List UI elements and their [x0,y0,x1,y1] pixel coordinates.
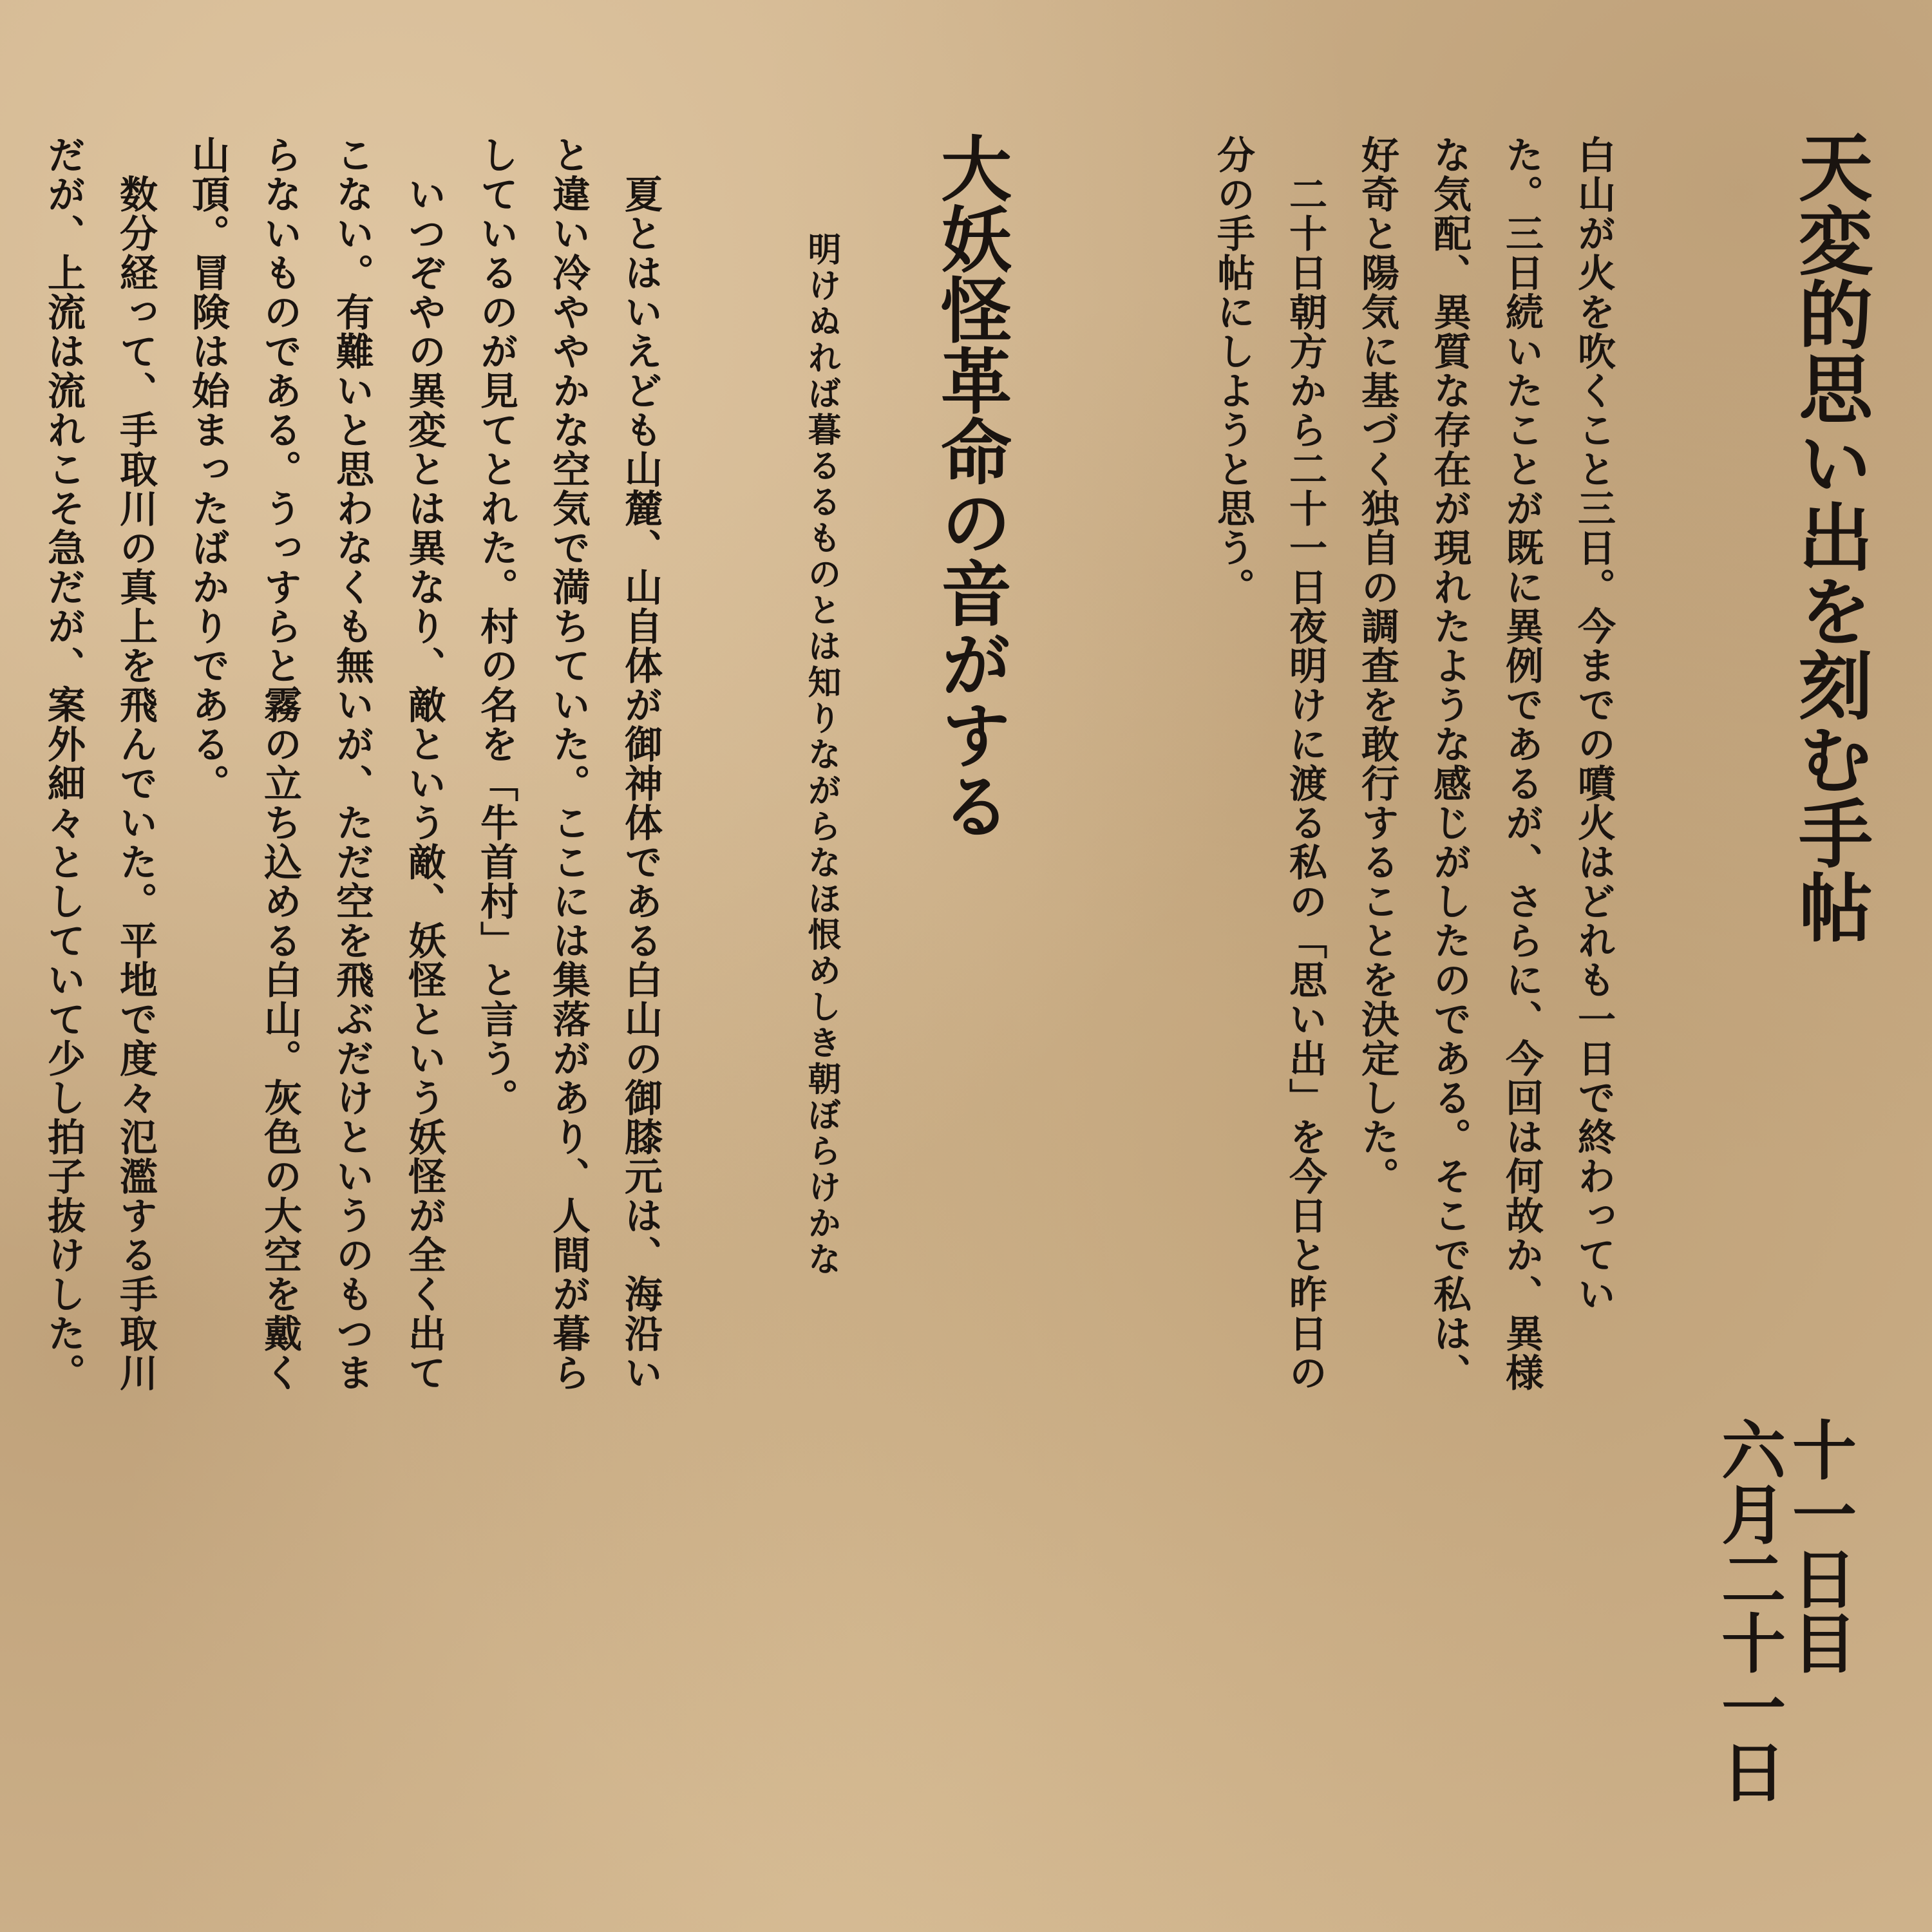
entry-text-1: 白山が火を吹くこと三日。今までの噴火はどれも一日で終わってい た。三日続いたことが既に異例であるが、さらに、今回は何故か、異様 な気配、異質な存在が現れたような感じがしたのである。そこで私は、 好奇と陽気に基づく独自の調査を敢行することを決定した。 二十日朝方から二十一日夜明けに渡る私の「思い出」を今日と昨日の 分の手帖にしようと思う。 [1211,135,1616,1392]
date-label: 六月二十一日 [1710,1417,1786,1803]
day-label: 十一日目 [1781,1417,1857,1674]
poem-line: 明けぬれば暮るるものとは知りながらなほ恨めしき朝ぼらけかな [802,232,841,1278]
notebook-title: 天変的思い出を刻む手帖 [1786,129,1873,943]
entry-text-2: 夏とはいえども山麓、山自体が御神体である白山の御膝元は、海沿い と違い冷ややかな空気で満ちていた。ここには集落があり、人間が暮ら しているのが見てとれた。村の名を「牛首村」と言う。 いつぞやの異変とは異なり、敵という敵、妖怪という妖怪が全く出て こない。有難いと思わなくも無いが、ただ空を飛ぶだけというのもつま らないものである。うっすらと霧の立ち込める白山。灰色の大空を戴く 山頂。冒険は始まったばかりである。 数分経って、手取川の真上を飛んでいた。平地で度々氾濫する手取川 だが、上流は流れこそ急だが、案外細々としていて少し拍子抜けした。 [41,135,663,1392]
section-title: 大妖怪革命の音がする [929,132,1012,840]
